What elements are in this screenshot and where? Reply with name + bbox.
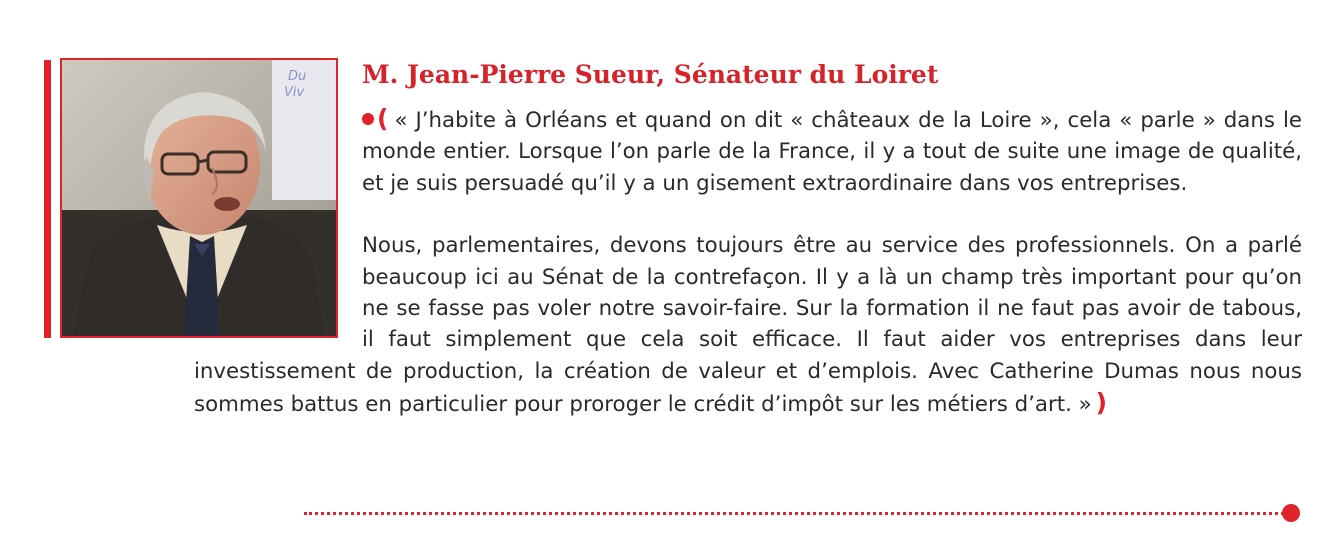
photo-text-wrap-spacer [194,103,362,343]
quote-paragraph-1-text: « J’habite à Orléans et quand on dit « châteaux de la Loire », cela « parle » dans le monde entier. Lorsque l’on parle de la France, il y a tout de suite une image de qualité, et je suis persuadé qu’il y a un gisement extraordinaire dans vos entreprises. [362,108,1302,196]
end-dot-icon [1282,504,1300,522]
quote-block [194,103,1302,421]
open-bracket-mark: ( [377,104,389,133]
bullet-dot-icon [362,113,374,125]
quote-paragraph-2-text: Nous, parlementaires, devons toujours être au service des professionnels. On a parlé beaucoup ici au Sénat de la contrefaçon. Il y a là un champ très important pour qu’on ne se fasse pas voler notre savoir-faire. Sur la formation il ne faut pas avoir de tabous, il faut simplement que cela soit efficace. Il faut aider vos entreprises dans leur investissement de production, la création de valeur et d’emplois. Avec Catherine Dumas nous nous sommes battus en particulier pour proroger le crédit d’impôt sur les métiers d’art. » [194,233,1302,418]
dotted-divider [304,512,1284,515]
accent-bar [44,60,51,338]
screen-text-1: Du [288,69,307,84]
speaker-title: M. Jean-Pierre Sueur, Sénateur du Loiret [362,60,939,89]
close-bracket-mark: ) [1095,388,1108,418]
screen-text-2: Viv [284,85,305,100]
